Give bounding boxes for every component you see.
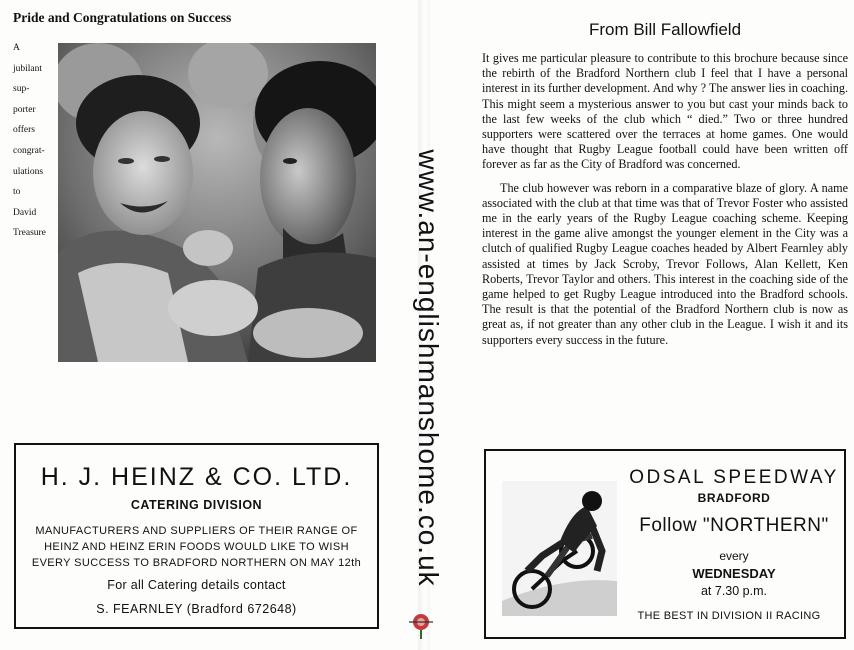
watermark-text: www.an-englishmanshome.co.uk: [413, 149, 444, 587]
caption-line: Treasure: [13, 228, 46, 239]
speedway-advert: [484, 449, 846, 639]
article-title: From Bill Fallowfield: [588, 20, 742, 39]
heinz-advert: [14, 443, 379, 629]
caption-line: David: [13, 207, 37, 218]
caption-line: to: [13, 187, 21, 198]
article-paragraph: The club however was reborn in a comparative blaze of glory. A name associated with the club at that time was that of Trevor Foster who assisted me in the early years of the Rugby League coaching scheme. Keeping interest in the game alive amongst the younger element in the City was a clutch of qualified Rugby League coaches headed by Albert Fearnley ably assisted at times by Jack Scroby, Trevor Follows, Alan Kellett, Ken Roberts, Trevor Taylor and others. This interest in the coaching side of the game helped to get Rugby League introduced into the Bradford schools. The result is that the potential of the Bradford Northern club is now as great as, if not greater than any other club in the League. I wish it and its supporters every success in the future.: [482, 180, 848, 347]
supporter-photo: [58, 43, 376, 362]
speedway-rider-illustration: [502, 481, 617, 616]
left-page-heading: Pride and Congratulations on Success: [13, 10, 232, 25]
heinz-company-name: H. J. HEINZ & CO. LTD.: [40, 463, 353, 491]
speedway-every: every: [719, 549, 749, 563]
caption-line: congrat-: [13, 145, 45, 156]
heinz-contact-line: For all Catering details contact: [107, 578, 286, 592]
article-body: [482, 51, 848, 348]
rose-logo-icon: [407, 608, 435, 640]
speedway-title: ODSAL SPEEDWAY: [629, 467, 839, 488]
heinz-body-line: MANUFACTURERS AND SUPPLIERS OF THEIR RANGE OF: [35, 525, 358, 537]
caption-line: offers: [13, 125, 35, 136]
site-watermark: [408, 148, 448, 588]
photo-caption: [13, 44, 55, 250]
caption-line: jubilant: [13, 63, 43, 74]
heinz-body-line: HEINZ AND HEINZ ERIN FOODS WOULD LIKE TO WISH: [44, 541, 349, 553]
speedway-tagline: THE BEST IN DIVISION II RACING: [637, 610, 821, 622]
speedway-day: WEDNESDAY: [692, 566, 776, 581]
heinz-body-line: EVERY SUCCESS TO BRADFORD NORTHERN ON MAY 12th: [31, 557, 362, 569]
heinz-division: CATERING DIVISION: [130, 498, 263, 512]
caption-line: ulations: [13, 166, 44, 177]
speedway-time: at 7.30 p.m.: [700, 584, 767, 598]
caption-line: porter: [13, 104, 36, 115]
site-logo: [407, 608, 435, 640]
heinz-contact-name: S. FEARNLEY (Bradford 672648): [96, 602, 297, 616]
heinz-body: [16, 523, 377, 571]
caption-line: A: [13, 43, 20, 53]
photo-illustration: [58, 43, 376, 362]
caption-line: sup-: [13, 84, 30, 95]
speedway-follow: Follow "NORTHERN": [639, 515, 829, 536]
speedway-place: BRADFORD: [697, 491, 771, 505]
article-paragraph: It gives me particular pleasure to contribute to this brochure because since the rebirth of the Bradford Northern club I feel that I have a personal interest in its further development. And why ? The answer lies in coaching. This might seem a mysterious answer to you but cast your minds back to the last few weeks of the club which “ died.” Two or three hundred supporters were scattered over the terraces at home games. One would have thought that Rugby League football could have been written off forever as far as the City of Bradford was concerned.: [482, 51, 848, 172]
